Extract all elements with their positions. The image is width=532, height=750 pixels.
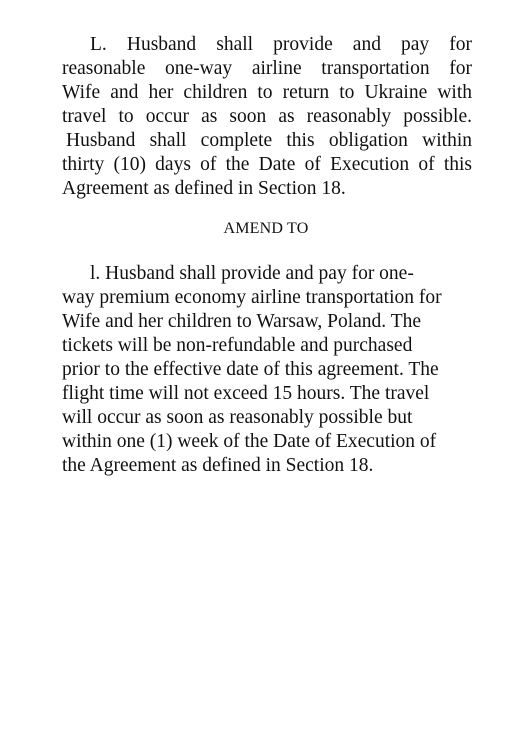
amended-clause-line: l. Husband shall provide and pay for one- — [90, 263, 414, 284]
original-clause-line: thirty (10) days of the Date of Execution of this — [62, 154, 472, 175]
amended-clause-line: will occur as soon as reasonably possible but — [62, 407, 413, 428]
amended-clause-line: Wife and her children to Warsaw, Poland. The — [62, 311, 422, 332]
amended-clause-line: prior to the effective date of this agreement. The — [62, 359, 439, 380]
original-clause — [62, 33, 472, 201]
original-clause-line: L. Husband shall provide and pay for — [90, 34, 472, 55]
amended-clause-line: the Agreement as defined in Section 18. — [62, 455, 374, 476]
amended-clause-line: flight time will not exceed 15 hours. The travel — [62, 383, 430, 404]
original-clause-line: Husband shall complete this obligation within — [66, 130, 472, 151]
amended-clause-line: tickets will be non-refundable and purchased — [62, 335, 413, 356]
original-clause-line: Agreement as defined in Section 18. — [62, 178, 346, 199]
amend-to-heading: AMEND TO — [223, 220, 309, 237]
original-clause-line: reasonable one-way airline transportation for — [62, 58, 472, 79]
original-clause-line: travel to occur as soon as reasonably possible. — [62, 106, 472, 127]
amended-clause-line: way premium economy airline transportation for — [62, 287, 442, 308]
original-clause-line: Wife and her children to return to Ukraine with — [62, 82, 472, 103]
amended-clause — [62, 262, 472, 478]
amended-clause-line: within one (1) week of the Date of Execution of — [62, 431, 437, 452]
